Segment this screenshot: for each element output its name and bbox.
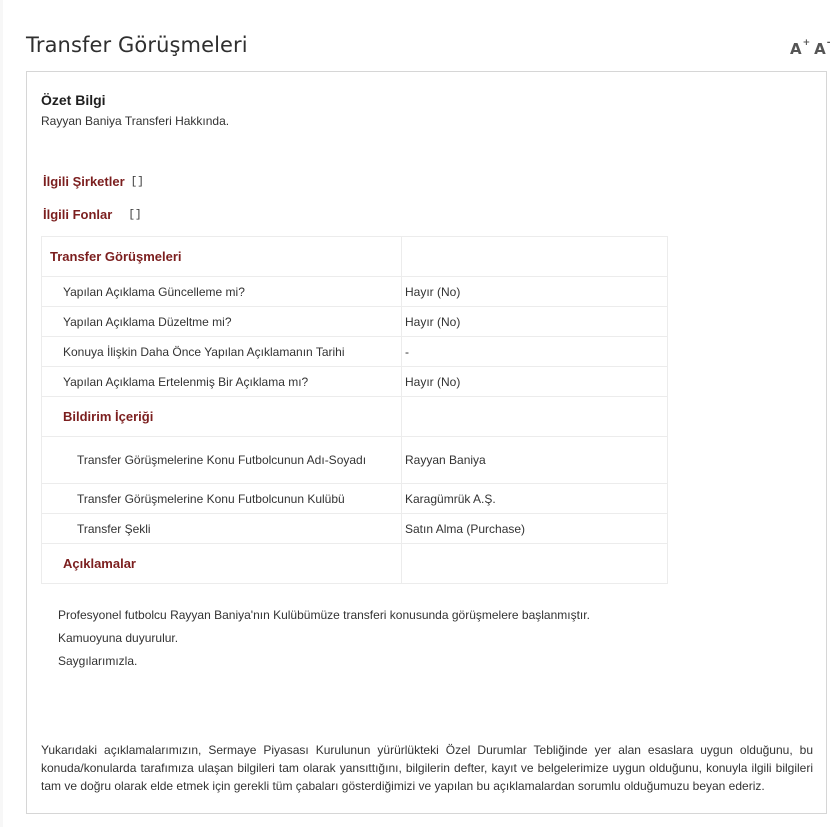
notes-text (58, 604, 590, 673)
section-empty-cell (402, 544, 668, 584)
row-value-deferred: Hayır (No) (402, 367, 668, 397)
related-funds-label: İlgili Fonlar (43, 207, 113, 222)
related-companies-value: [] (130, 175, 144, 188)
summary-title: Özet Bilgi (41, 92, 106, 108)
row-value-transfer-type: Satın Alma (Purchase) (402, 514, 668, 544)
related-companies-label: İlgili Şirketler (43, 174, 125, 189)
section-title-notes: Açıklamalar (42, 544, 402, 584)
page-left-edge (0, 0, 3, 827)
row-label-transfer-type: Transfer Şekli (42, 514, 402, 544)
section-row-content (42, 397, 668, 437)
section-row-transfer (42, 237, 668, 277)
related-funds (43, 207, 142, 222)
page-title: Transfer Görüşmeleri (26, 33, 248, 57)
row-value-player-name: Rayyan Baniya (402, 437, 668, 484)
related-funds-value: [] (128, 208, 142, 221)
related-companies (43, 174, 144, 189)
disclosure-panel (26, 71, 827, 814)
table-row (42, 367, 668, 397)
row-label-previous-date: Konuya İlişkin Daha Önce Yapılan Açıklamanın Tarihi (42, 337, 402, 367)
plus-mark: + (802, 38, 811, 48)
section-empty-cell (402, 397, 668, 437)
notes-line: Profesyonel futbolcu Rayyan Baniya'nın Kulübümüze transferi konusunda görüşmelere başlanmıştır. (58, 608, 590, 622)
font-increase-icon: A (790, 40, 802, 58)
disclosure-table (41, 236, 668, 584)
row-label-player-club: Transfer Görüşmelerine Konu Futbolcunun Kulübü (42, 484, 402, 514)
legal-disclaimer: Yukarıdaki açıklamalarımızın, Sermaye Piyasası Kurulunun yürürlükteki Özel Durumlar Tebliğinde yer alan esaslara uygun olduğunu, bu konuda/konularda tarafımıza ulaşan bilgileri tam olarak yansıttığını, bilgilerin defter, kayıt ve belgelerimize uygun olduğunu, konuyla ilgili bilgileri tam ve doğru olarak elde etmek için gerekli tüm çabaları gösterdiğimizi ve yapılan bu açıklamalardan sorumlu olduğumuzu beyan ederiz. (41, 743, 813, 793)
section-title-transfer: Transfer Görüşmeleri (42, 237, 402, 277)
row-value-player-club: Karagümrük A.Ş. (402, 484, 668, 514)
section-row-notes (42, 544, 668, 584)
row-value-previous-date: - (402, 337, 668, 367)
table-row (42, 307, 668, 337)
minus-mark: - (826, 38, 831, 48)
table-row (42, 277, 668, 307)
summary-text: Rayyan Baniya Transferi Hakkında. (41, 114, 230, 128)
row-label-update: Yapılan Açıklama Güncelleme mi? (42, 277, 402, 307)
font-decrease-icon: A (814, 40, 826, 58)
table-row (42, 337, 668, 367)
notes-line: Saygılarımızla. (58, 654, 138, 668)
section-title-content: Bildirim İçeriği (42, 397, 402, 437)
row-label-correction: Yapılan Açıklama Düzeltme mi? (42, 307, 402, 337)
notes-line: Kamuoyuna duyurulur. (58, 631, 179, 645)
font-size-controls (790, 40, 831, 58)
row-value-update: Hayır (No) (402, 277, 668, 307)
table-row (42, 484, 668, 514)
table-row (42, 514, 668, 544)
table-row (42, 437, 668, 484)
row-label-deferred: Yapılan Açıklama Ertelenmiş Bir Açıklama mı? (42, 367, 402, 397)
row-label-player-name: Transfer Görüşmelerine Konu Futbolcunun Adı-Soyadı (42, 437, 402, 484)
row-value-correction: Hayır (No) (402, 307, 668, 337)
font-decrease-button[interactable] (814, 40, 830, 58)
font-increase-button[interactable] (790, 40, 810, 58)
section-empty-cell (402, 237, 668, 277)
